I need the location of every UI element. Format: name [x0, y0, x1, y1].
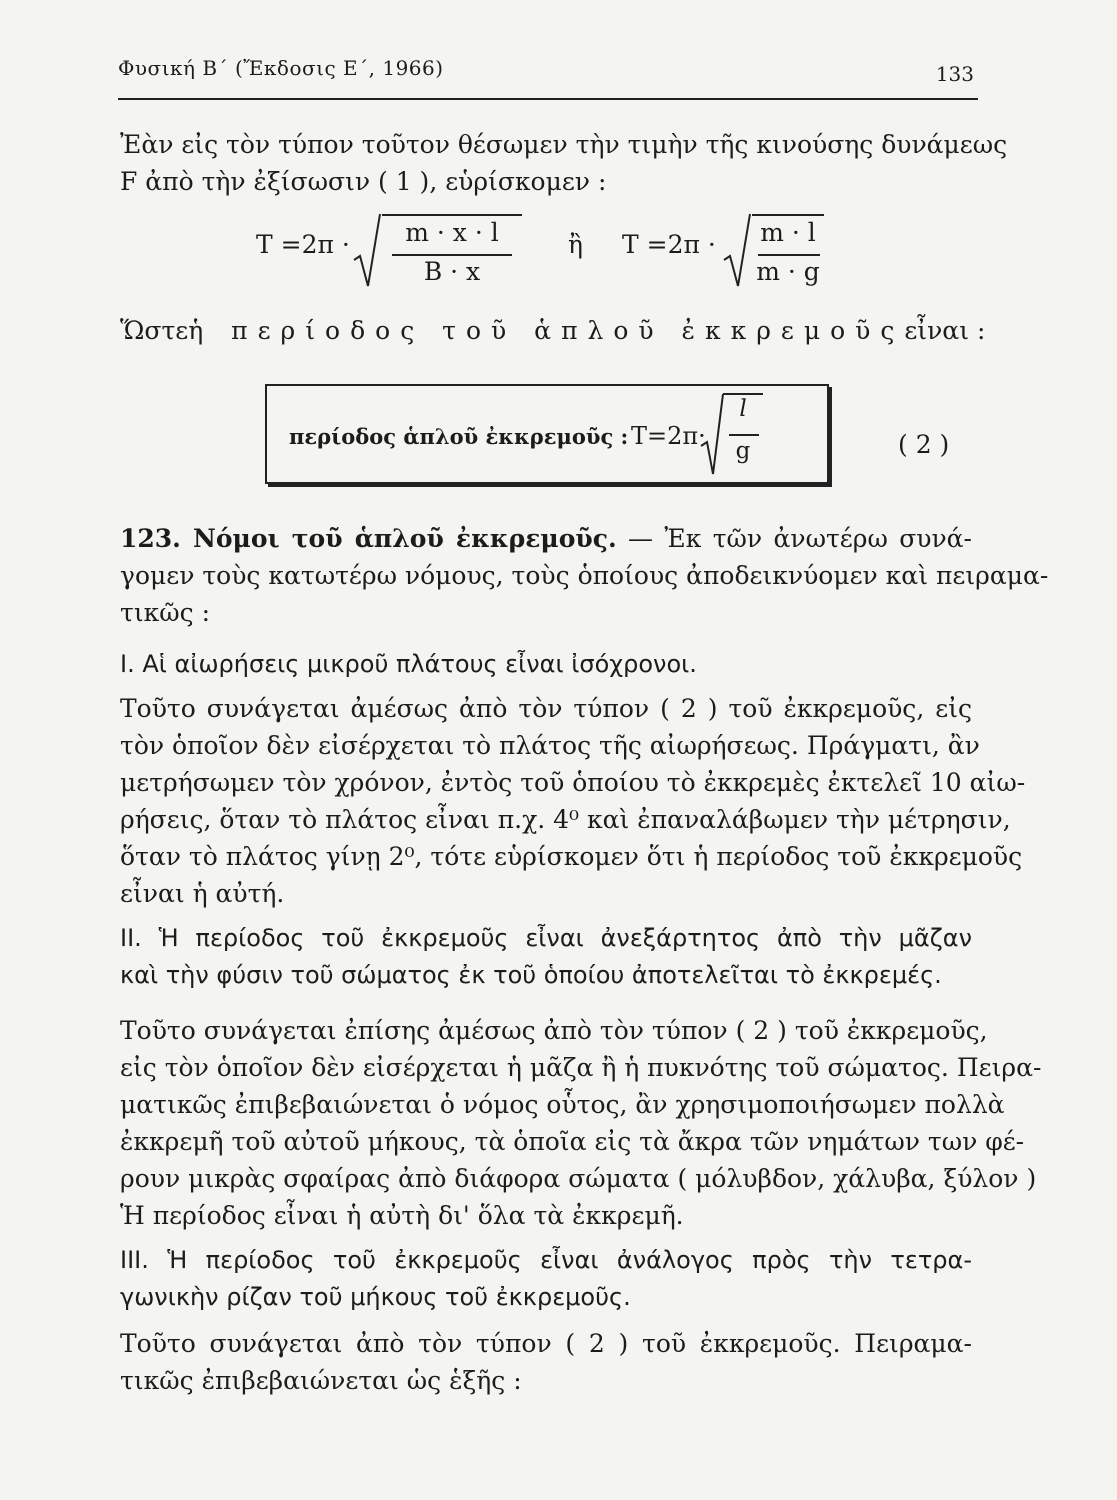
law-3-statement: [120, 1242, 972, 1316]
section-heading: 123. Νόμοι τοῦ ἁπλοῦ ἐκκρεμοῦς.: [120, 524, 617, 553]
boxed-formula: [265, 384, 829, 484]
section-line-1-rest: — Ἐκ τῶν ἀνωτέρω συνά-: [628, 524, 972, 553]
eq1-or: ἢ: [568, 230, 583, 259]
law-2-title-line-1: ΙΙ. Ἡ περίοδος τοῦ ἐκκρεμοῦς εἶναι ἀνεξάρτητος ἀπὸ τὴν μᾶζαν: [120, 924, 972, 952]
fraction-bar: [758, 254, 820, 256]
equation-1: [120, 212, 972, 292]
law-2-line: Ἡ περίοδος εἶναι ἡ αὐτὴ δι' ὅλα τὰ ἐκκρεμῆ.: [120, 1201, 684, 1230]
eq1-lhs2: T =2π ·: [622, 230, 716, 259]
law-1-statement: [120, 646, 972, 683]
boxed-formula-numerator: l: [739, 396, 747, 422]
law-1-body: [120, 690, 1026, 912]
law-1-line: εἶναι ἡ αὐτή.: [120, 879, 285, 908]
radical-bar: [723, 393, 763, 395]
law-3-body: [120, 1325, 972, 1399]
law-3-title-line-1: ΙΙΙ. Ἡ περίοδος τοῦ ἐκκρεμοῦς εἶναι ἀνάλογος πρὸς τὴν τετρα-: [120, 1246, 972, 1274]
law-2-line: Τοῦτο συνάγεται ἐπίσης ἀμέσως ἀπὸ τὸν τύπον ( 2 ) τοῦ ἐκκρεμοῦς,: [120, 1016, 988, 1045]
law-2-line: εἰς τὸν ὁποῖον δὲν εἰσέρχεται ἡ μᾶζα ἢ ἡ πυκνότης τοῦ σώματος. Πειρα-: [120, 1053, 1042, 1082]
boxed-formula-denominator: g: [735, 438, 751, 464]
section-line-3: τικῶς :: [120, 598, 211, 627]
equation-number: ( 2 ): [898, 430, 950, 459]
law-2-statement: [120, 920, 972, 994]
running-title: Φυσική Β΄ (Ἔκδοσις Ε΄, 1966): [118, 56, 444, 80]
radical-sign-icon: [352, 212, 382, 290]
conclusion-line: [120, 312, 986, 349]
intro-line-2: F ἀπὸ τὴν ἐξίσωσιν ( 1 ), εὑρίσκομεν :: [120, 167, 607, 196]
fraction-bar: [392, 254, 512, 256]
conclusion-prefix: Ὥστε: [120, 316, 189, 345]
eq1-denominator: B · x: [423, 257, 481, 286]
fraction-bar: [729, 434, 759, 436]
law-3-line: Τοῦτο συνάγεται ἀπὸ τὸν τύπον ( 2 ) τοῦ ἐκκρεμοῦς. Πειραμα-: [120, 1329, 972, 1358]
eq1-numerator: m · x · l: [405, 218, 499, 247]
law-3-title-line-2: γωνικὴν ρίζαν τοῦ μήκους τοῦ ἐκκρεμοῦς.: [120, 1283, 631, 1311]
conclusion-suffix: εἶναι :: [904, 316, 986, 345]
radical-sign-icon: [699, 392, 725, 478]
intro-paragraph: [120, 126, 1008, 200]
section-line-2: γομεν τοὺς κατωτέρω νόμους, τοὺς ὁποίους ἀποδεικνύομεν καὶ πειραμα-: [120, 561, 1049, 590]
boxed-formula-label: περίοδος ἁπλοῦ ἐκκρεμοῦς :: [289, 424, 629, 449]
boxed-formula-lhs: T=2π·: [631, 422, 706, 450]
law-2-line: ματικῶς ἐπιβεβαιώνεται ὁ νόμος οὗτος, ἂν χρησιμοποιήσωμεν πολλὰ: [120, 1090, 1005, 1119]
law-1-line: ρήσεις, ὅταν τὸ πλάτος εἶναι π.χ. 4⁰ καὶ ἐπαναλάβωμεν τὴν μέτρησιν,: [120, 805, 1011, 834]
section-123: [120, 520, 1049, 631]
law-1-title: Ι. Αἱ αἰωρήσεις μικροῦ πλάτους εἶναι ἰσόχρονοι.: [120, 650, 697, 678]
eq1-lhs: T =2π ·: [256, 230, 350, 259]
law-1-line: μετρήσωμεν τὸν χρόνον, ἐντὸς τοῦ ὁποίου τὸ ἐκκρεμὲς ἐκτελεῖ 10 αἰω-: [120, 768, 1026, 797]
eq1-numerator2: m · l: [760, 218, 816, 247]
law-3-line: τικῶς ἐπιβεβαιώνεται ὡς ἑξῆς :: [120, 1366, 522, 1395]
radical-bar: [382, 214, 522, 216]
law-1-line: τὸν ὁποῖον δὲν εἰσέρχεται τὸ πλάτος τῆς αἰωρήσεως. Πράγματι, ἂν: [120, 731, 980, 760]
eq1-denominator2: m · g: [756, 257, 820, 286]
radical-bar: [752, 214, 824, 216]
law-2-body: [120, 1012, 1042, 1234]
radical-sign-icon: [722, 212, 752, 290]
law-2-line: ἐκκρεμῆ τοῦ αὐτοῦ μήκους, τὰ ὁποῖα εἰς τὰ ἄκρα τῶν νημάτων των φέ-: [120, 1127, 1025, 1156]
page-number: 133: [935, 62, 974, 86]
law-1-line: ὅταν τὸ πλάτος γίνῃ 2⁰, τότε εὑρίσκομεν ὅτι ἡ περίοδος τοῦ ἐκκρεμοῦς: [120, 842, 1023, 871]
intro-line-1: Ἐὰν εἰς τὸν τύπον τοῦτον θέσωμεν τὴν τιμὴν τῆς κινούσης δυνάμεως: [120, 130, 1008, 159]
conclusion-spaced: ἡ περίοδος τοῦ ἁπλοῦ ἐκκρεμοῦς: [188, 316, 905, 345]
law-2-line: ρουν μικρὰς σφαίρας ἀπὸ διάφορα σώματα ( μόλυβδον, χάλυβα, ξύλον ): [120, 1164, 1037, 1193]
page-header: [118, 52, 978, 100]
law-1-line: Τοῦτο συνάγεται ἀμέσως ἀπὸ τὸν τύπον ( 2 ) τοῦ ἐκκρεμοῦς, εἰς: [120, 694, 972, 723]
law-2-title-line-2: καὶ τὴν φύσιν τοῦ σώματος ἐκ τοῦ ὁποίου ἀποτελεῖται τὸ ἐκκρεμές.: [120, 961, 942, 989]
